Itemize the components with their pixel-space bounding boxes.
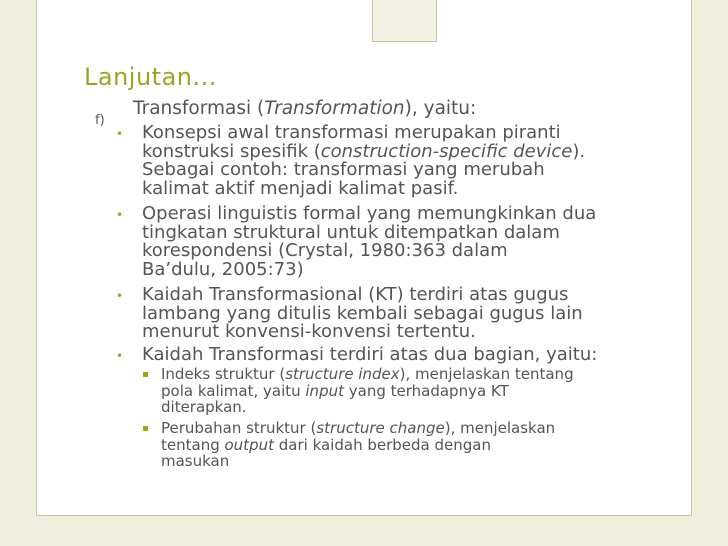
bullet-line: korespondensi (Crystal, 1980:363 dalam [142,240,508,262]
bullet-dot-icon: • [116,208,124,222]
sub-bullet-line: masukan [161,452,230,471]
item-marker: f) [95,113,105,128]
sub-bullet-line: diterapkan. [161,398,247,417]
slide-top-bar [372,0,437,42]
bullet-line: Sebagai contoh: transformasi yang merubah [142,159,545,181]
bullet-line: Kaidah Transformasional (KT) terdiri atas gugus [142,284,569,305]
bullet-line: kalimat aktif menjadi kalimat pasif. [142,177,459,199]
bullet-line: Operasi linguistis formal yang memungkinkan dua [142,203,597,224]
bullet-line: Ba’dulu, 2005:73) [142,258,304,280]
sub-bullet-line: pola kalimat, yaitu input yang terhadapnya KT [161,381,509,400]
square-bullet-icon [143,426,148,431]
bullet-dot-icon: • [116,289,124,303]
item-f-text: Transformasi (Transformation), yaitu: [133,98,477,119]
sub-bullet-line: Indeks struktur (structure index), menjelaskan tentang [161,365,574,383]
bullet-line: tingkatan struktural untuk ditempatkan dalam [142,221,560,243]
bullet-line: lambang yang ditulis kembali sebagai gugus lain [142,302,583,324]
bullet-dot-icon: • [116,127,124,141]
bullet-line: Konsepsi awal transformasi merupakan piranti [142,122,561,143]
square-bullet-icon [143,372,148,377]
slide-title: Lanjutan... [84,63,217,91]
bullet-dot-icon: • [116,349,124,363]
bullet-line: Kaidah Transformasi terdiri atas dua bagian, yaitu: [142,344,598,365]
bullet-line: menurut konvensi-konvensi tertentu. [142,321,476,343]
sub-bullet-line: tentang output dari kaidah berbeda dengan [161,435,491,454]
sub-bullet-line: Perubahan struktur (structure change), menjelaskan [161,419,556,437]
bullet-line: konstruksi spesifik (construction-specific device). [142,140,586,162]
